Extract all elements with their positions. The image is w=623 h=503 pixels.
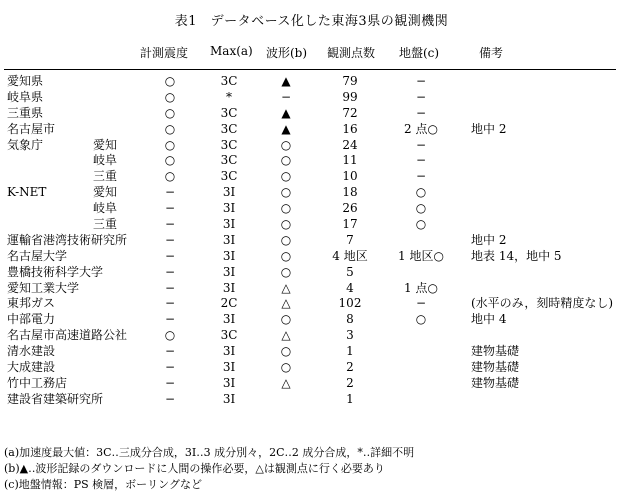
max-value: 3I [222, 360, 236, 375]
footnote-c: (c)地盤情報：PS 検層，ボーリングなど [4, 478, 202, 491]
header-points: 観測点数 [327, 46, 376, 60]
table-row [0, 138, 623, 154]
table-row [0, 217, 623, 233]
max-value: 3C [220, 74, 238, 88]
station-count: 99 [342, 89, 358, 104]
station-count: 102 [338, 296, 362, 311]
ground-info: ○ [415, 201, 427, 216]
waveform-mark: ○ [280, 264, 292, 279]
waveform-mark: ○ [280, 185, 292, 200]
ground-info: ○ [415, 312, 427, 327]
accel-mark: − [164, 360, 176, 375]
waveform-mark: △ [281, 375, 291, 390]
waveform-mark: ○ [280, 169, 292, 184]
organization-name: 愛知県 [7, 74, 44, 88]
prefecture-label: 愛知 [93, 185, 118, 200]
table-row [0, 185, 623, 201]
max-value: 2C [220, 296, 238, 311]
table-title: 表1 データベース化した東海3県の観測機関 [174, 14, 449, 29]
waveform-mark: ○ [280, 137, 292, 152]
table-row [0, 201, 623, 217]
accel-mark: ○ [164, 121, 176, 136]
table-row [0, 233, 623, 249]
remark: 地表 14，地中 5 [471, 248, 562, 263]
max-value: 3I [222, 344, 236, 359]
remark: (水平のみ，刻時精度なし) [471, 296, 614, 311]
station-count: 1 [346, 344, 354, 359]
station-count: 26 [342, 201, 358, 216]
max-value: 3I [222, 312, 236, 327]
station-count: 3 [346, 328, 354, 343]
waveform-mark: ○ [280, 153, 292, 168]
accel-mark: − [164, 264, 176, 279]
organization-name: 三重県 [7, 105, 44, 120]
organization-name: 名古屋市高速道路公社 [7, 328, 128, 343]
remark: 地中 2 [471, 232, 507, 247]
station-count: 18 [342, 185, 358, 200]
station-count: 4 地区 [332, 248, 368, 263]
station-count: 11 [342, 153, 358, 168]
table-row [0, 122, 623, 138]
accel-mark: ○ [164, 328, 176, 343]
header-ground: 地盤(c) [399, 46, 440, 60]
header-remarks: 備考 [479, 46, 504, 60]
station-count: 10 [342, 169, 358, 184]
max-value: 3I [222, 264, 236, 279]
table-row [0, 360, 623, 376]
max-value: 3I [222, 217, 236, 232]
remark: 地中 4 [471, 312, 507, 327]
ground-info: − [415, 296, 427, 311]
ground-info: − [415, 89, 427, 104]
waveform-mark: △ [281, 328, 291, 343]
footnotes [4, 445, 414, 493]
prefecture-label: 三重 [93, 169, 118, 184]
prefecture-label: 岐阜 [93, 153, 118, 168]
organization-name: 名古屋大学 [7, 248, 68, 263]
max-value: 3I [222, 391, 236, 406]
accel-mark: ○ [164, 74, 176, 88]
waveform-mark: ○ [280, 232, 292, 247]
station-count: 16 [342, 121, 358, 136]
accel-mark: − [164, 280, 176, 295]
waveform-mark: ○ [280, 312, 292, 327]
max-value: 3I [222, 232, 236, 247]
station-count: 79 [342, 74, 358, 88]
accel-mark: − [164, 217, 176, 232]
header-divider [4, 69, 616, 70]
table-row [0, 169, 623, 185]
accel-mark: − [164, 201, 176, 216]
station-count: 1 [346, 391, 354, 406]
ground-info: 1 点○ [404, 280, 438, 295]
station-count: 2 [346, 360, 354, 375]
ground-info: − [415, 153, 427, 168]
organization-name: 東邦ガス [7, 296, 56, 311]
table-row [0, 328, 623, 344]
header-max: Max(a) [210, 44, 253, 58]
header-wave: 波形(b) [266, 46, 308, 60]
accel-mark: ○ [164, 89, 176, 104]
waveform-mark: ▲ [281, 105, 291, 120]
organization-name: 建設省建築研究所 [7, 391, 104, 406]
header-accel: 計測震度 [140, 46, 189, 60]
max-value: 3I [222, 375, 236, 390]
accel-mark: − [164, 185, 176, 200]
max-value: 3I [222, 280, 236, 295]
organization-name: 気象庁 [7, 137, 44, 152]
ground-info: ○ [415, 185, 427, 200]
ground-info: − [415, 169, 427, 184]
organization-name: 岐阜県 [7, 89, 44, 104]
max-value: 3I [222, 185, 236, 200]
prefecture-label: 岐阜 [93, 201, 118, 216]
table-row [0, 296, 623, 312]
organization-name: 名古屋市 [7, 121, 56, 136]
waveform-mark: ○ [280, 344, 292, 359]
table-row [0, 265, 623, 281]
table-row [0, 106, 623, 122]
waveform-mark: △ [281, 296, 291, 311]
waveform-mark: ○ [280, 217, 292, 232]
station-count: 5 [346, 264, 354, 279]
prefecture-label: 三重 [93, 217, 118, 232]
ground-info: ○ [415, 217, 427, 232]
accel-mark: ○ [164, 105, 176, 120]
table-row [0, 90, 623, 106]
waveform-mark: ○ [280, 201, 292, 216]
organization-name: 豊橋技術科学大学 [7, 264, 104, 279]
accel-mark: ○ [164, 137, 176, 152]
remark: 建物基礎 [471, 344, 520, 359]
table-row [0, 153, 623, 169]
max-value: 3C [220, 137, 238, 152]
accel-mark: − [164, 296, 176, 311]
organization-name: 愛知工業大学 [7, 280, 80, 295]
organization-name: 運輸省港湾技術研究所 [7, 232, 128, 247]
max-value: 3C [220, 105, 238, 120]
station-count: 72 [342, 105, 358, 120]
organization-name: 中部電力 [7, 312, 56, 327]
table-row [0, 392, 623, 408]
organization-name: 大成建設 [7, 360, 56, 375]
accel-mark: − [164, 312, 176, 327]
remark: 地中 2 [471, 121, 507, 136]
waveform-mark: ○ [280, 360, 292, 375]
organization-name: 清水建設 [7, 344, 56, 359]
accel-mark: ○ [164, 153, 176, 168]
max-value: * [226, 89, 232, 104]
table-row [0, 281, 623, 297]
station-count: 17 [342, 217, 358, 232]
max-value: 3C [220, 169, 238, 184]
organization-name: 竹中工務店 [7, 375, 68, 390]
ground-info: 1 地区○ [398, 248, 444, 263]
waveform-mark: ○ [280, 248, 292, 263]
table-row [0, 376, 623, 392]
table-row [0, 74, 623, 90]
accel-mark: ○ [164, 169, 176, 184]
accel-mark: − [164, 375, 176, 390]
max-value: 3C [220, 328, 238, 343]
footnote-a: (a)加速度最大値：3C‥三成分合成，3I‥3 成分別々，2C‥2 成分合成，*‥詳細不明 [4, 446, 415, 459]
table-row [0, 312, 623, 328]
max-value: 3I [222, 201, 236, 216]
ground-info: − [415, 137, 427, 152]
table-body [0, 74, 623, 408]
max-value: 3C [220, 153, 238, 168]
table-row [0, 344, 623, 360]
remark: 建物基礎 [471, 360, 520, 375]
footnote-b: (b)▲‥波形記録のダウンロードに人間の操作必要，△は観測点に行く必要あり [4, 462, 385, 475]
max-value: 3I [222, 248, 236, 263]
prefecture-label: 愛知 [93, 137, 118, 152]
remark: 建物基礎 [471, 375, 520, 390]
station-count: 7 [346, 232, 354, 247]
station-count: 4 [346, 280, 354, 295]
accel-mark: − [164, 248, 176, 263]
table-row [0, 249, 623, 265]
max-value: 3C [220, 121, 238, 136]
waveform-mark: ▲ [281, 121, 291, 136]
station-count: 2 [346, 375, 354, 390]
accel-mark: − [164, 344, 176, 359]
ground-info: − [415, 105, 427, 120]
accel-mark: − [164, 391, 176, 406]
station-count: 24 [342, 137, 358, 152]
station-count: 8 [346, 312, 354, 327]
accel-mark: − [164, 232, 176, 247]
waveform-mark: − [280, 89, 292, 104]
waveform-mark: △ [281, 280, 291, 295]
organization-name: K-NET [7, 185, 47, 200]
ground-info: 2 点○ [404, 121, 438, 136]
ground-info: − [415, 74, 427, 88]
waveform-mark: ▲ [281, 74, 291, 88]
